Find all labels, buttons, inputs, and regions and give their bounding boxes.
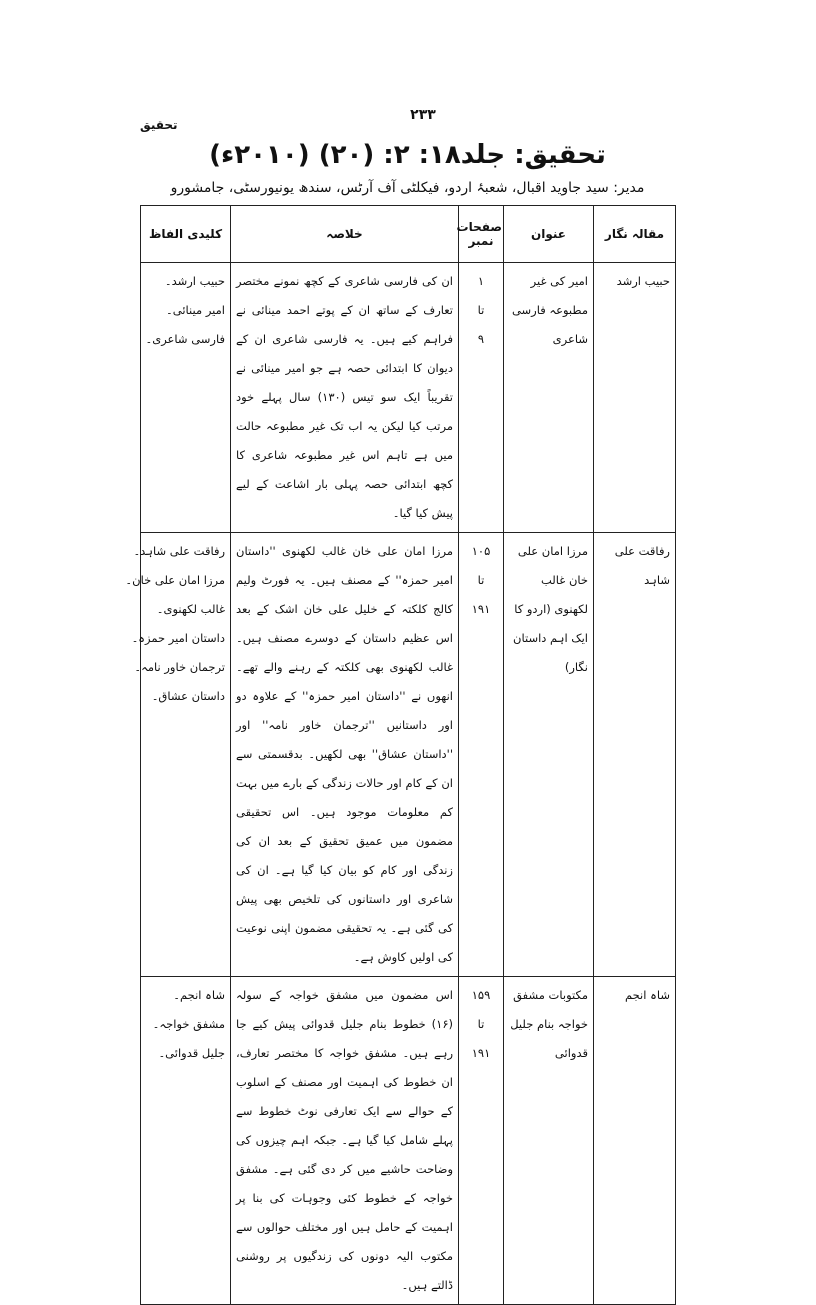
page-start: ۱ [477, 274, 485, 288]
keywords-cell [125, 533, 231, 977]
author-cell: شاہ انجم [594, 977, 676, 1305]
keyword: داستان عشاق۔ [151, 689, 225, 703]
table-row [141, 533, 676, 977]
pages-cell [459, 533, 504, 977]
keyword: ترجمان خاور نامہ۔ [134, 660, 225, 674]
summary-cell: مرزا امان علی خان غالب لکھنوی ''داستان امیر حمزہ'' کے مصنف ہیں۔ یہ فورٹ ولیم کالج کلکتہ کے خلیل علی خان اشک کے بعد اس عظیم داستان کے دوسرے مصنف ہیں۔ غالب لکھنوی بھی کلکتہ کے رہنے والے تھے۔ انھوں نے ''داستان امیر حمزہ'' کے علاوہ دو اور داستانیں ''ترجمان خاور نامہ'' اور ''داستان عشاق'' بھی لکھیں۔ بدقسمتی سے ان کے کام اور حالات زندگی کے بارے میں بہت کم معلومات موجود ہیں۔ اس تحقیقی مضمون میں عمیق تحقیق کے بعد ان کی زندگی اور کام کو بیان کیا گیا ہے۔ ان کی شاعری اور داستانوں کی تلخیص بھی پیش کی گئی ہے۔ یہ تحقیقی مضمون اپنی نوعیت کی اولیں کاوش ہے۔ [231, 533, 459, 977]
page-number: ۲۳۳ [410, 107, 436, 123]
table-row [141, 977, 676, 1305]
page-to: تا [477, 303, 485, 317]
page-end: ۹ [477, 332, 485, 346]
summary-cell: اس مضمون میں مشفق خواجہ کے سولہ (۱۶) خطوط بنام جلیل قدوائی پیش کیے جا رہے ہیں۔ مشفق خواجہ کا مختصر تعارف، ان خطوط کی اہمیت اور مصنف کے اسلوب کے حوالے سے ایک تعارفی نوٹ خطوط سے پہلے شامل کیا گیا ہے۔ جبکہ اہم چیزوں کی وضاحت حاشیے میں کر دی گئی ہے۔ مشفق خواجہ کے خطوط کئی وجوہات کی بنا پر اہمیت کے حامل ہیں اور مختلف حوالوں سے مکتوب الیہ دونوں کی زندگیوں پر روشنی ڈالتے ہیں۔ [231, 977, 459, 1305]
page-end: ۱۹۱ [471, 1046, 491, 1060]
keyword: رفاقت علی شاہد۔ [133, 544, 225, 558]
header-keywords: کلیدی الفاظ [141, 206, 231, 263]
article-index-table [125, 205, 676, 1305]
keyword: امیر مینائی۔ [166, 303, 225, 317]
keyword: فارسی شاعری۔ [145, 332, 225, 346]
title-cell: مرزا امان علی خان غالب لکھنوی (اردو کا ایک اہم داستان نگار) [504, 533, 594, 977]
page-start: ۱۰۵ [471, 544, 491, 558]
page-to: تا [477, 1017, 485, 1031]
table-header-row [141, 206, 676, 263]
keyword: جلیل قدوائی۔ [158, 1046, 225, 1060]
author-cell: حبیب ارشد [594, 263, 676, 533]
keyword: غالب لکھنوی۔ [156, 602, 225, 616]
keyword: مشفق خواجہ۔ [152, 1017, 225, 1031]
editor-line: مدیر: سید جاوید اقبال، شعبۂ اردو، فیکلٹی آف آرٹس، سندھ یونیورسٹی، جامشورو [170, 180, 645, 196]
keywords-cell [141, 977, 231, 1305]
pages-cell [459, 977, 504, 1305]
summary-cell: ان کی فارسی شاعری کے کچھ نمونے مختصر تعارف کے ساتھ ان کے پوتے احمد مینائی نے فراہم کیے ہیں۔ یہ فارسی شاعری ان کے دیوان کا ابتدائی حصہ ہے جو امیر مینائی نے تقریباً ایک سو تیس (۱۳۰) سال پہلے خود مرتب کیا لیکن یہ اب تک غیر مطبوعہ حالت میں ہے تاہم اس غیر مطبوعہ شاعری کا کچھ ابتدائی حصہ پہلی بار اشاعت کے لیے پیش کیا گیا۔ [231, 263, 459, 533]
author-cell: رفاقت علی شاہد [594, 533, 676, 977]
page-start: ۱۵۹ [471, 988, 491, 1002]
table-row [141, 263, 676, 533]
page-end: ۱۹۱ [471, 602, 491, 616]
keyword: داستان امیر حمزہ۔ [131, 631, 225, 645]
keyword: حبیب ارشد۔ [164, 274, 225, 288]
pages-cell [459, 263, 504, 533]
keywords-cell [141, 263, 231, 533]
journal-title: تحقیق: جلد۱۸: ۲: (۲۰) (۲۰۱۰ء) [209, 140, 606, 170]
page-to: تا [477, 573, 485, 587]
running-head: تحقیق [140, 118, 178, 132]
header-pages: صفحات نمبر [459, 206, 504, 263]
keyword: مرزا امان علی خان۔ [125, 573, 225, 587]
header-title: عنوان [504, 206, 594, 263]
keyword: شاہ انجم۔ [173, 988, 225, 1002]
title-cell: مکتوبات مشفق خواجہ بنام جلیل قدوائی [504, 977, 594, 1305]
title-cell: امیر کی غیر مطبوعہ فارسی شاعری [504, 263, 594, 533]
header-author: مقالہ نگار [594, 206, 676, 263]
header-summary: خلاصہ [231, 206, 459, 263]
